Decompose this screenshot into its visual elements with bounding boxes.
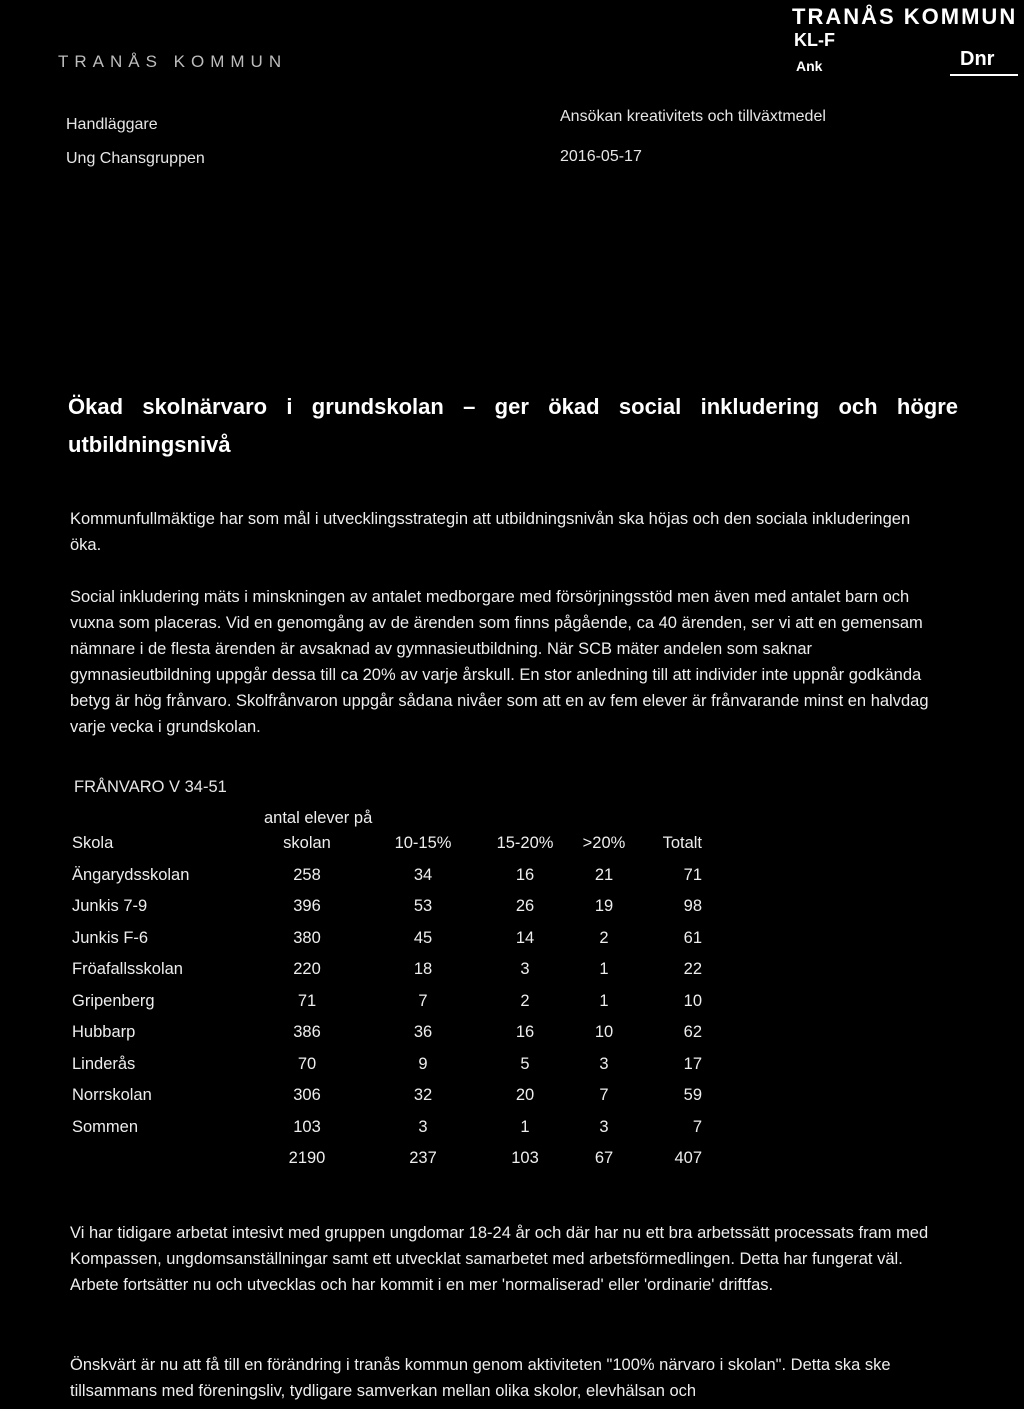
cell-total: 10	[683, 991, 702, 1010]
cell-over-20: 1	[599, 991, 609, 1010]
table-row	[72, 954, 702, 986]
cell-15-20: 3	[520, 960, 530, 979]
paragraph-wish: Önskvärt är nu att få till en förändring i tranås kommun genom aktiviteten "100% närvaro i skolan". Detta ska ske tillsammans med föreningsliv, tydligare samverkan mellan olika skolor, elevhälsan och	[70, 1356, 891, 1400]
organization-name: TRANÅS KOMMUN	[58, 52, 288, 71]
cell-school: Hubbarp	[72, 1023, 136, 1042]
cell-school: Sommen	[72, 1117, 139, 1136]
cell-10-15: 18	[413, 960, 433, 979]
cell-students: 306	[293, 1086, 321, 1105]
cell-15-20: 2	[520, 991, 530, 1010]
received-stamp	[790, 4, 1020, 100]
stamp-signature-line	[950, 74, 1018, 76]
cell-over-20: 7	[599, 1086, 609, 1105]
cell-students: 386	[293, 1023, 321, 1042]
table-row	[72, 986, 702, 1018]
cell-10-15: 3	[418, 1117, 428, 1136]
cell-10-15: 53	[413, 897, 433, 916]
table-row	[72, 891, 702, 923]
cell-total: 98	[683, 897, 702, 916]
document-subject: Ansökan kreativitets och tillväxtmedel	[560, 108, 826, 125]
col-header-school: Skola	[72, 834, 114, 853]
cell-students: 258	[293, 865, 321, 884]
cell-school: Junkis 7-9	[72, 897, 148, 916]
cell-students: 71	[297, 991, 317, 1010]
stamp-line-2: KL-F	[794, 30, 835, 50]
cell-total-total: 407	[674, 1149, 702, 1168]
cell-total-students: 2190	[288, 1149, 326, 1168]
cell-students: 103	[293, 1117, 321, 1136]
table-header-row	[72, 828, 702, 860]
cell-15-20: 5	[520, 1054, 530, 1073]
cell-15-20: 1	[520, 1117, 530, 1136]
cell-students: 220	[293, 960, 321, 979]
cell-10-15: 45	[413, 928, 433, 947]
cell-school: Gripenberg	[72, 991, 155, 1010]
table-row	[72, 1080, 702, 1112]
col-header-total: Totalt	[662, 834, 702, 853]
cell-total-over-20: 67	[594, 1149, 614, 1168]
absence-table	[72, 804, 702, 1175]
cell-over-20: 21	[594, 865, 614, 884]
cell-totals-label	[72, 1143, 244, 1175]
cell-school: Norrskolan	[72, 1086, 152, 1105]
col-header-15-20: 15-20%	[496, 834, 554, 853]
table-row	[72, 1112, 702, 1144]
cell-15-20: 14	[515, 928, 535, 947]
cell-total: 61	[683, 928, 702, 947]
cell-total: 59	[683, 1086, 702, 1105]
students-header-top: antal elever på	[264, 809, 373, 827]
cell-over-20: 3	[599, 1054, 609, 1073]
cell-total-10-15: 237	[409, 1149, 437, 1168]
cell-school: Fröafallsskolan	[72, 960, 183, 979]
cell-over-20: 19	[594, 897, 614, 916]
cell-10-15: 9	[418, 1054, 428, 1073]
cell-10-15: 7	[418, 991, 428, 1010]
table-caption: FRÅNVARO V 34-51	[74, 778, 227, 796]
table-row	[72, 1049, 702, 1081]
handler-label: Handläggare	[66, 116, 158, 133]
table-row	[72, 860, 702, 892]
cell-over-20: 3	[599, 1117, 609, 1136]
paragraph-goals: Kommunfullmäktige har som mål i utvecklingsstrategin att utbildningsnivån ska höjas och den sociala inkluderingen öka.	[70, 510, 911, 554]
cell-total: 22	[683, 960, 702, 979]
handler-name: Ung Chansgruppen	[66, 150, 205, 167]
paragraph-inclusion: Social inkludering mäts i minskningen av antalet medborgare med försörjningsstöd men även med antalet barn och vuxna som placeras. Vid en genomgång av de ärenden som finns pågående, ca 40 ärenden, ser vi att en gemensam nämnare i de flesta ärenden är avsaknad av gymnasieutbildning. När SCB mäter andelen som saknar gymnasieutbildning uppgår dessa till ca 20% av varje årskull. En stor anledning till att individer inte uppnår godkända betyg är hög frånvaro. Skolfrånvaron uppgår sådana nivåer som att en av fem elever är frånvarande minst en halvdag varje vecka i grundskolan.	[70, 588, 929, 736]
cell-total: 71	[683, 865, 702, 884]
cell-10-15: 32	[413, 1086, 433, 1105]
stamp-line-1: TRANÅS KOMMUN	[792, 4, 1018, 29]
col-header-students: skolan	[283, 834, 331, 853]
stamp-line-3: Ank	[796, 58, 823, 74]
table-header-top-row	[72, 804, 702, 828]
cell-over-20: 1	[599, 960, 609, 979]
cell-15-20: 26	[515, 897, 535, 916]
cell-10-15: 36	[413, 1023, 433, 1042]
col-header-10-15: 10-15%	[394, 834, 452, 853]
cell-school: Linderås	[72, 1054, 136, 1073]
stamp-note: Dnr	[960, 48, 995, 70]
cell-15-20: 16	[515, 1023, 535, 1042]
cell-students: 380	[293, 928, 321, 947]
cell-students: 70	[297, 1054, 317, 1073]
table-row	[72, 1017, 702, 1049]
cell-total-15-20: 103	[511, 1149, 539, 1168]
paragraph-previous-work: Vi har tidigare arbetat intesivt med gruppen ungdomar 18-24 år och där har nu ett bra arbetssätt processats fram med Kompassen, ungdomsanställningar samt ett utvecklat samarbetet med arbetsförmedlingen. Detta har fungerat väl. Arbete fortsätter nu och utvecklas och har kommit i en mer 'normaliserad' eller 'ordinarie' driftfas.	[70, 1224, 929, 1294]
cell-15-20: 20	[515, 1086, 535, 1105]
cell-school: Ängarydsskolan	[72, 865, 190, 884]
cell-over-20: 2	[599, 928, 609, 947]
table-row	[72, 923, 702, 955]
cell-school: Junkis F-6	[72, 928, 149, 947]
col-header-over-20: >20%	[582, 834, 626, 853]
document-title: Ökad skolnärvaro i grundskolan – ger ökad social inkludering och högre utbildningsnivå	[68, 394, 958, 457]
cell-total: 62	[683, 1023, 702, 1042]
table-totals-row	[72, 1143, 702, 1175]
cell-students: 396	[293, 897, 321, 916]
document-date: 2016-05-17	[560, 148, 642, 165]
cell-total: 17	[683, 1054, 702, 1073]
cell-over-20: 10	[594, 1023, 614, 1042]
cell-10-15: 34	[413, 865, 433, 884]
cell-total: 7	[692, 1117, 702, 1136]
cell-15-20: 16	[515, 865, 535, 884]
